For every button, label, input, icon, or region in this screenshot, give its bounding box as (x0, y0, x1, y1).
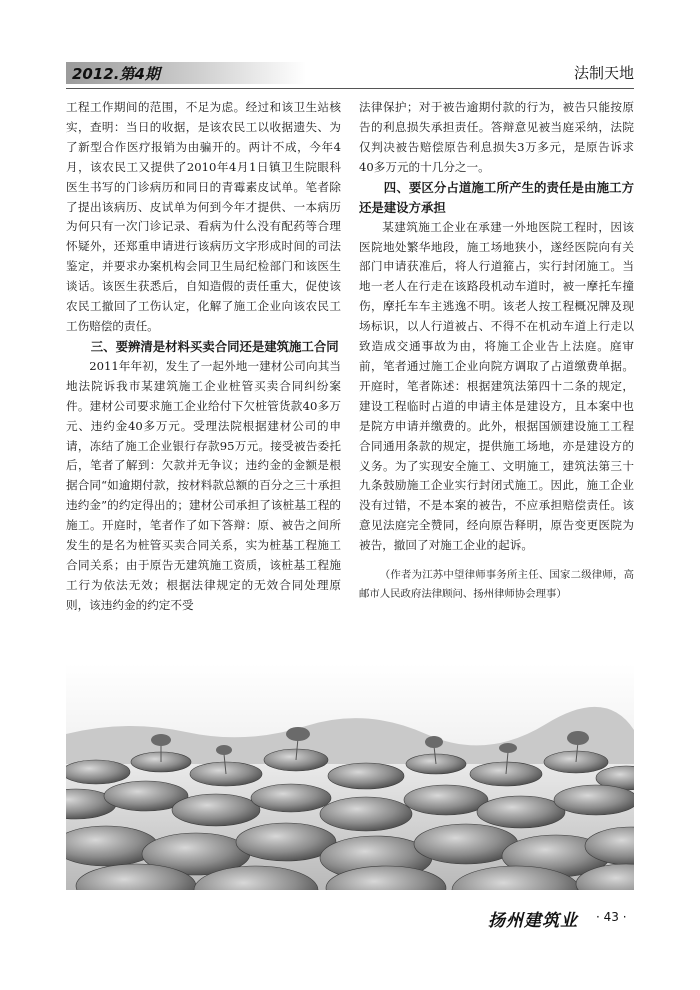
issue-label: 2012.第4期 (72, 65, 160, 83)
right-column (359, 98, 634, 604)
left-column (66, 98, 341, 616)
paragraph: 法律保护；对于被告逾期付款的行为，被告只能按原告的利息损失承担责任。答辩意见被当庭采纳，法院仅判决被告赔偿原告利息损失3万多元，是原告诉求40多万元的十几分之一。 (359, 100, 634, 174)
header-rule (66, 88, 634, 89)
header-banner (66, 62, 306, 84)
section-title: 法制天地 (573, 64, 634, 82)
lotus-pond-photo (66, 664, 634, 890)
section-heading-3: 三、要辨清是材料买卖合同还是建筑施工合同 (90, 338, 339, 354)
page-header (66, 62, 634, 86)
paragraph: 工程工作期间的范围，不足为虑。经过和该卫生站核实，查明：当日的收据，是该农民工以收据遗失、为了新型合作医疗报销为由骗开的。两计不成，今年4月，该农民工又提供了2010年4月1日镇卫生院眼科医生书写的门诊病历和同日的青霉素皮试单。笔者除了提出该病历、皮试单为何到今年才提供、一本病历为何只有一次门诊记录、看病为什么没有配药等合理怀疑外，还郑重申请进行该病历文字形成时间的司法鉴定，并要求办案机构会同卫生局纪检部门和该医生谈话。该医生获悉后，自知造假的责任重大，促使该农民工撤回了工伤认定，化解了施工企业向该农民工工伤赔偿的责任。 (66, 100, 341, 333)
magazine-logo: 扬州建筑业 (488, 911, 578, 931)
section-heading-4: 四、要区分占道施工所产生的责任是由施工方还是建设方承担 (359, 179, 634, 215)
paragraph: 2011年年初，发生了一起外地一建材公司向其当地法院诉我市某建筑施工企业桩管买卖合同纠纷案件。建材公司要求施工企业给付下欠桩管货款40多万元、违约金40多万元。受理法院根据建材公司的申请，冻结了施工企业银行存款95万元。接受被告委托后，笔者了解到：欠款并无争议；违约金的金额是根据合同“如逾期付款，按材料款总额的百分之三十承担违约金”的约定得出的；建材公司承担了该桩基工程的施工。开庭时，笔者作了如下答辩：原、被告之间所发生的是名为桩管买卖合同关系，实为桩基工程施工合同关系；由于原告无建筑施工资质，该桩基工程施工行为依法无效；根据法律规定的无效合同处理原则，该违约金的约定不受 (66, 358, 341, 612)
page-number: · 43 · (596, 910, 627, 924)
paragraph: 某建筑施工企业在承建一外地医院工程时，因该医院地处繁华地段，施工场地狭小，遂经医院向有关部门申请获准后，将人行道箍占，实行封闭施工。当地一老人在行走在该路段机动车道时，被一摩托车撞伤，摩托车车主逃逸不明。该老人按工程概况牌及现场标识，以人行道被占、不得不在机动车道上行走以致造成交通事故为由，将施工企业告上法庭。庭审前，笔者通过施工企业向院方调取了占道缴费单据。开庭时，笔者陈述：根据建筑法第四十二条的规定，建设工程临时占道的申请主体是建设方，且本案中也是院方申请并缴费的。此外，根据国颁建设施工工程合同通用条款的规定，提供施工场地，亦是建设方的义务。为了实现安全施工、文明施工，建筑法第三十九条鼓励施工企业实行封闭式施工。因此，施工企业没有过错，不是本案的被告，不应承担赔偿责任。该意见法庭完全赞同，经向原告释明，原告变更医院为被告，撤回了对施工企业的起诉。 (359, 219, 634, 553)
author-note: （作者为江苏中望律师事务所主任、国家二级律师，高邮市人民政府法律顾问、扬州律师协会理事） (359, 569, 634, 601)
